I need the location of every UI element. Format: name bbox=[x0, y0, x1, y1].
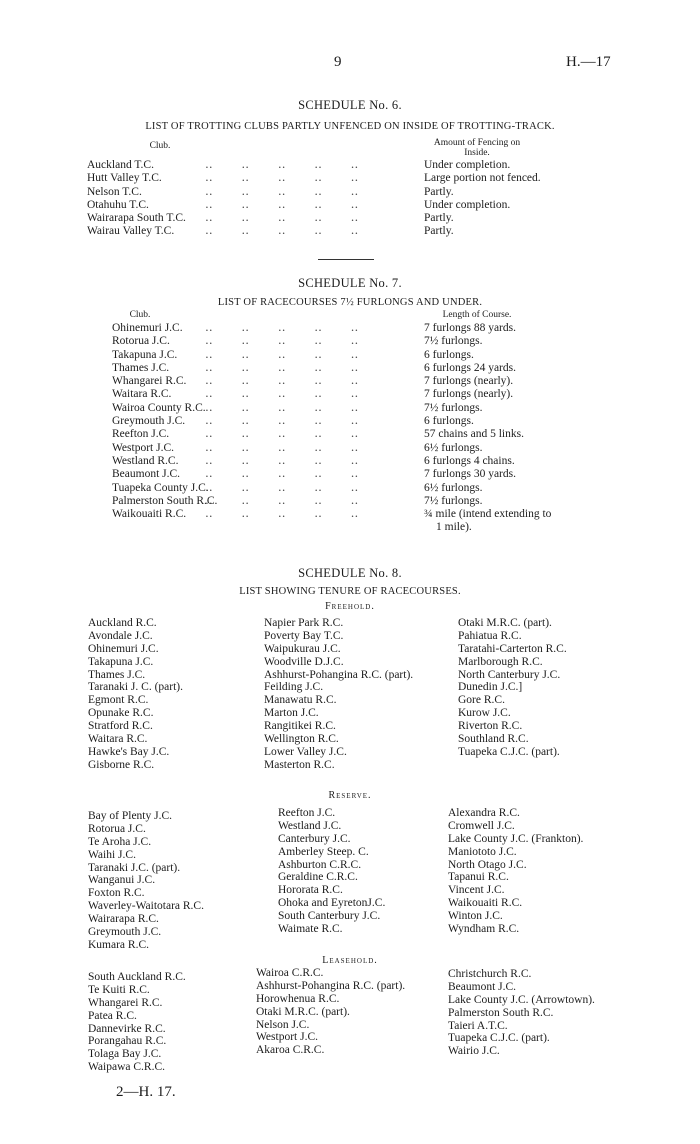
club-value: Partly. bbox=[424, 185, 454, 198]
list-item: Wellington R.C. bbox=[264, 733, 339, 746]
list-item: Egmont R.C. bbox=[88, 694, 149, 707]
list-item: Wyndham R.C. bbox=[448, 923, 520, 936]
list-item: Taranaki J. C. (part). bbox=[88, 681, 183, 694]
schedule-7-col-value: Length of Course. bbox=[442, 310, 512, 320]
club-name: Thames J.C. bbox=[112, 361, 170, 374]
leader-dots: ‥ ‥ ‥ ‥ ‥ bbox=[205, 494, 359, 507]
list-item: Westland J.C. bbox=[278, 819, 342, 832]
list-item: Alexandra R.C. bbox=[448, 807, 520, 819]
leader-dots: ‥ ‥ ‥ ‥ ‥ bbox=[205, 198, 359, 211]
list-item: Manawatu R.C. bbox=[264, 694, 337, 707]
list-item: Westport J.C. bbox=[256, 1031, 319, 1044]
club-value: Under completion. bbox=[424, 198, 511, 211]
club-value: 6½ furlongs. bbox=[424, 441, 483, 454]
leader-dots: ‥ ‥ ‥ ‥ ‥ bbox=[205, 322, 359, 334]
list-item: Dannevirke R.C. bbox=[88, 1022, 166, 1035]
club-value: 7 furlongs (nearly). bbox=[424, 375, 514, 388]
list-item: Maniototo J.C. bbox=[448, 845, 517, 858]
list-item: Te Kuiti R.C. bbox=[88, 983, 150, 996]
leader-dots: ‥ ‥ ‥ ‥ ‥ bbox=[205, 185, 359, 198]
list-item: Porangahau R.C. bbox=[88, 1035, 167, 1048]
schedule-6-title: SCHEDULE No. 6. bbox=[298, 98, 402, 112]
list-item: Lake County J.C. (Frankton). bbox=[448, 832, 584, 845]
club-name: Rotorua J.C. bbox=[112, 335, 170, 348]
club-value: 7½ furlongs. bbox=[424, 401, 483, 414]
leasehold-column-2 bbox=[256, 967, 405, 1057]
list-item: Tuapeka C.J.C. (part). bbox=[448, 1032, 550, 1045]
leader-dots: ‥ ‥ ‥ ‥ ‥ bbox=[205, 172, 359, 185]
club-name: Waikouaiti R.C. bbox=[112, 508, 187, 521]
list-item: Tapanui R.C. bbox=[448, 871, 509, 884]
club-name: Hutt Valley T.C. bbox=[87, 172, 162, 185]
list-item: Hawke's Bay J.C. bbox=[88, 745, 170, 758]
list-item: Otaki M.R.C. (part). bbox=[256, 1005, 350, 1018]
leader-dots: ‥ ‥ ‥ ‥ ‥ bbox=[205, 212, 359, 225]
club-value: Large portion not fenced. bbox=[424, 172, 541, 185]
list-item: North Canterbury J.C. bbox=[458, 668, 561, 681]
club-value: 57 chains and 5 links. bbox=[424, 428, 524, 441]
document-reference: H.—17 bbox=[566, 54, 611, 70]
club-name: Otahuhu T.C. bbox=[87, 198, 149, 211]
list-item: Masterton R.C. bbox=[264, 758, 335, 771]
list-item: Canterbury J.C. bbox=[278, 832, 351, 845]
club-value: 7½ furlongs. bbox=[424, 494, 483, 507]
list-item: Waihi J.C. bbox=[88, 848, 136, 861]
reserve-heading: Reserve. bbox=[328, 790, 372, 801]
schedule-6-subtitle: LIST OF TROTTING CLUBS PARTLY UNFENCED ON INSIDE OF TROTTING-TRACK. bbox=[145, 121, 555, 132]
list-item: Hororata R.C. bbox=[278, 884, 343, 897]
leader-dots: ‥ ‥ ‥ ‥ ‥ bbox=[205, 454, 359, 467]
list-item: Thames J.C. bbox=[88, 668, 146, 681]
list-item: Stratford R.C. bbox=[88, 720, 153, 733]
leader-dots: ‥ ‥ ‥ ‥ ‥ bbox=[205, 481, 359, 494]
club-value: ¾ mile (intend extending to bbox=[424, 508, 552, 521]
list-item: Taratahi-Carterton R.C. bbox=[458, 642, 567, 655]
list-item: Winton J.C. bbox=[448, 910, 503, 923]
list-item: Southland R.C. bbox=[458, 733, 529, 746]
freehold-column-1 bbox=[88, 617, 183, 772]
schedule-8-subtitle: LIST SHOWING TENURE OF RACECOURSES. bbox=[239, 586, 461, 597]
leader-dots: ‥ ‥ ‥ ‥ ‥ bbox=[205, 225, 359, 238]
freehold-heading: Freehold. bbox=[325, 601, 375, 612]
list-item: Kurow J.C. bbox=[458, 707, 511, 720]
list-item: Gore R.C. bbox=[458, 694, 505, 707]
list-item: Vincent J.C. bbox=[448, 884, 505, 897]
list-item: Whangarei R.C. bbox=[88, 996, 163, 1009]
club-name: Waitara R.C. bbox=[112, 388, 172, 401]
club-name: Palmerston South R.C. bbox=[112, 494, 218, 507]
club-value-continuation: 1 mile). bbox=[436, 521, 472, 534]
club-name: Takapuna J.C. bbox=[112, 348, 178, 361]
reserve-column-1 bbox=[88, 810, 204, 952]
leasehold-column-3 bbox=[448, 968, 595, 1058]
club-name: Ohinemuri J.C. bbox=[112, 322, 183, 334]
list-item: Waipukurau J.C. bbox=[264, 642, 341, 655]
list-item: Napier Park R.C. bbox=[264, 617, 344, 629]
schedule-6-col-club: Club. bbox=[149, 141, 171, 151]
club-value: Under completion. bbox=[424, 159, 511, 171]
list-item: Greymouth J.C. bbox=[88, 926, 162, 939]
page-number: 9 bbox=[334, 54, 342, 70]
list-item: Wanganui J.C. bbox=[88, 874, 156, 887]
list-item: Lower Valley J.C. bbox=[264, 745, 347, 758]
list-item: Feilding J.C. bbox=[264, 681, 324, 694]
leader-dots: ‥ ‥ ‥ ‥ ‥ bbox=[205, 468, 359, 481]
list-item: Avondale J.C. bbox=[88, 629, 153, 642]
list-item: Te Aroha J.C. bbox=[88, 835, 152, 848]
list-item: Kumara R.C. bbox=[88, 938, 150, 951]
list-item: Tuapeka C.J.C. (part). bbox=[458, 745, 560, 758]
list-item: Christchurch R.C. bbox=[448, 968, 532, 980]
list-item: Rangitikei R.C. bbox=[264, 720, 336, 733]
list-item: Takapuna J.C. bbox=[88, 655, 154, 668]
list-item: Wairoa C.R.C. bbox=[256, 967, 324, 979]
leader-dots: ‥ ‥ ‥ ‥ ‥ bbox=[205, 508, 359, 521]
club-value: 6½ furlongs. bbox=[424, 481, 483, 494]
reserve-column-3 bbox=[448, 807, 583, 936]
list-item: Reefton J.C. bbox=[278, 807, 336, 819]
club-value: 7 furlongs 30 yards. bbox=[424, 468, 516, 481]
leasehold-heading: Leasehold. bbox=[322, 955, 378, 966]
list-item: Nelson J.C. bbox=[256, 1018, 310, 1031]
schedule-6-col-value: Amount of Fencing on Inside. bbox=[433, 138, 521, 158]
club-name: Tuapeka County J.C. bbox=[112, 481, 209, 494]
list-item: Waimate R.C. bbox=[278, 923, 343, 936]
list-item: Ohinemuri J.C. bbox=[88, 642, 159, 655]
club-value: Partly. bbox=[424, 225, 454, 238]
schedule-7-subtitle: LIST OF RACECOURSES 7½ FURLONGS AND UNDER. bbox=[217, 297, 483, 308]
list-item: Waikouaiti R.C. bbox=[448, 897, 523, 910]
list-item: Ashhurst-Pohangina R.C. (part). bbox=[256, 979, 406, 992]
list-item: Lake County J.C. (Arrowtown). bbox=[448, 993, 595, 1006]
list-item: Palmerston South R.C. bbox=[448, 1006, 554, 1019]
list-item: Geraldine C.R.C. bbox=[278, 871, 358, 884]
club-name: Reefton J.C. bbox=[112, 428, 170, 441]
section-divider bbox=[318, 259, 374, 260]
club-value: 7½ furlongs. bbox=[424, 335, 483, 348]
leader-dots: ‥ ‥ ‥ ‥ ‥ bbox=[205, 415, 359, 428]
list-item: Bay of Plenty J.C. bbox=[88, 810, 173, 822]
club-value: 7 furlongs (nearly). bbox=[424, 388, 514, 401]
list-item: North Otago J.C. bbox=[448, 858, 527, 871]
club-name: Whangarei R.C. bbox=[112, 375, 187, 388]
leader-dots: ‥ ‥ ‥ ‥ ‥ bbox=[205, 388, 359, 401]
list-item: Auckland R.C. bbox=[88, 617, 157, 629]
list-item: Taieri A.T.C. bbox=[448, 1019, 508, 1032]
freehold-column-3 bbox=[458, 617, 567, 759]
leader-dots: ‥ ‥ ‥ ‥ ‥ bbox=[205, 375, 359, 388]
list-item: South Auckland R.C. bbox=[88, 971, 186, 983]
list-item: Opunake R.C. bbox=[88, 707, 154, 720]
list-item: Horowhenua R.C. bbox=[256, 992, 340, 1005]
club-name: Wairoa County R.C. bbox=[112, 401, 206, 414]
club-value: 7 furlongs 88 yards. bbox=[424, 322, 516, 334]
club-name: Beaumont J.C. bbox=[112, 468, 181, 481]
leader-dots: ‥ ‥ ‥ ‥ ‥ bbox=[205, 401, 359, 414]
list-item: Ohoka and EyretonJ.C. bbox=[278, 897, 386, 910]
list-item: Wairarapa R.C. bbox=[88, 913, 159, 926]
club-value: 6 furlongs 24 yards. bbox=[424, 361, 516, 374]
club-name: Wairarapa South T.C. bbox=[87, 212, 186, 225]
list-item: Taranaki J.C. (part). bbox=[88, 861, 181, 874]
leader-dots: ‥ ‥ ‥ ‥ ‥ bbox=[205, 428, 359, 441]
list-item: Gisborne R.C. bbox=[88, 758, 155, 771]
list-item: Patea R.C. bbox=[88, 1009, 137, 1022]
list-item: Beaumont J.C. bbox=[448, 980, 517, 993]
list-item: Ashhurst-Pohangina R.C. (part). bbox=[264, 668, 414, 681]
footer-signature: 2—H. 17. bbox=[116, 1084, 176, 1100]
leader-dots: ‥ ‥ ‥ ‥ ‥ bbox=[205, 361, 359, 374]
list-item: Tolaga Bay J.C. bbox=[88, 1048, 162, 1061]
club-value: 6 furlongs 4 chains. bbox=[424, 454, 515, 467]
list-item: Waverley-Waitotara R.C. bbox=[88, 900, 204, 913]
club-name: Nelson T.C. bbox=[87, 185, 142, 198]
reserve-column-2 bbox=[278, 807, 385, 936]
club-name: Westland R.C. bbox=[112, 454, 179, 467]
list-item: Dunedin J.C.] bbox=[458, 681, 523, 694]
list-item: Marlborough R.C. bbox=[458, 655, 543, 668]
club-name: Wairau Valley T.C. bbox=[87, 225, 175, 238]
list-item: Ashburton C.R.C. bbox=[278, 858, 362, 871]
club-value: 6 furlongs. bbox=[424, 415, 474, 428]
club-name: Westport J.C. bbox=[112, 441, 175, 454]
list-item: Waipawa C.R.C. bbox=[88, 1061, 166, 1074]
list-item: Rotorua J.C. bbox=[88, 822, 146, 835]
leader-dots: ‥ ‥ ‥ ‥ ‥ bbox=[205, 441, 359, 454]
club-name: Auckland T.C. bbox=[87, 159, 154, 171]
leasehold-column-1 bbox=[88, 971, 186, 1074]
list-item: Waitara R.C. bbox=[88, 733, 148, 746]
list-item: Poverty Bay T.C. bbox=[264, 629, 344, 642]
list-item: Marton J.C. bbox=[264, 707, 319, 720]
list-item: Foxton R.C. bbox=[88, 887, 145, 900]
schedule-7-title: SCHEDULE No. 7. bbox=[298, 276, 402, 290]
leader-dots: ‥ ‥ ‥ ‥ ‥ bbox=[205, 335, 359, 348]
leader-dots: ‥ ‥ ‥ ‥ ‥ bbox=[205, 348, 359, 361]
schedule-8-title: SCHEDULE No. 8. bbox=[298, 566, 402, 580]
club-value: 6 furlongs. bbox=[424, 348, 474, 361]
club-value: Partly. bbox=[424, 212, 454, 225]
list-item: Otaki M.R.C. (part). bbox=[458, 617, 552, 629]
list-item: South Canterbury J.C. bbox=[278, 910, 381, 923]
list-item: Akaroa C.R.C. bbox=[256, 1044, 325, 1057]
list-item: Cromwell J.C. bbox=[448, 819, 515, 832]
schedule-7-col-club: Club. bbox=[129, 310, 151, 320]
list-item: Wairio J.C. bbox=[448, 1045, 500, 1058]
list-item: Woodville D.J.C. bbox=[264, 655, 344, 668]
club-name: Greymouth J.C. bbox=[112, 415, 186, 428]
leader-dots: ‥ ‥ ‥ ‥ ‥ bbox=[205, 159, 359, 171]
freehold-column-2 bbox=[264, 617, 413, 772]
list-item: Amberley Steep. C. bbox=[278, 845, 369, 858]
list-item: Riverton R.C. bbox=[458, 720, 523, 733]
list-item: Pahiatua R.C. bbox=[458, 629, 522, 642]
